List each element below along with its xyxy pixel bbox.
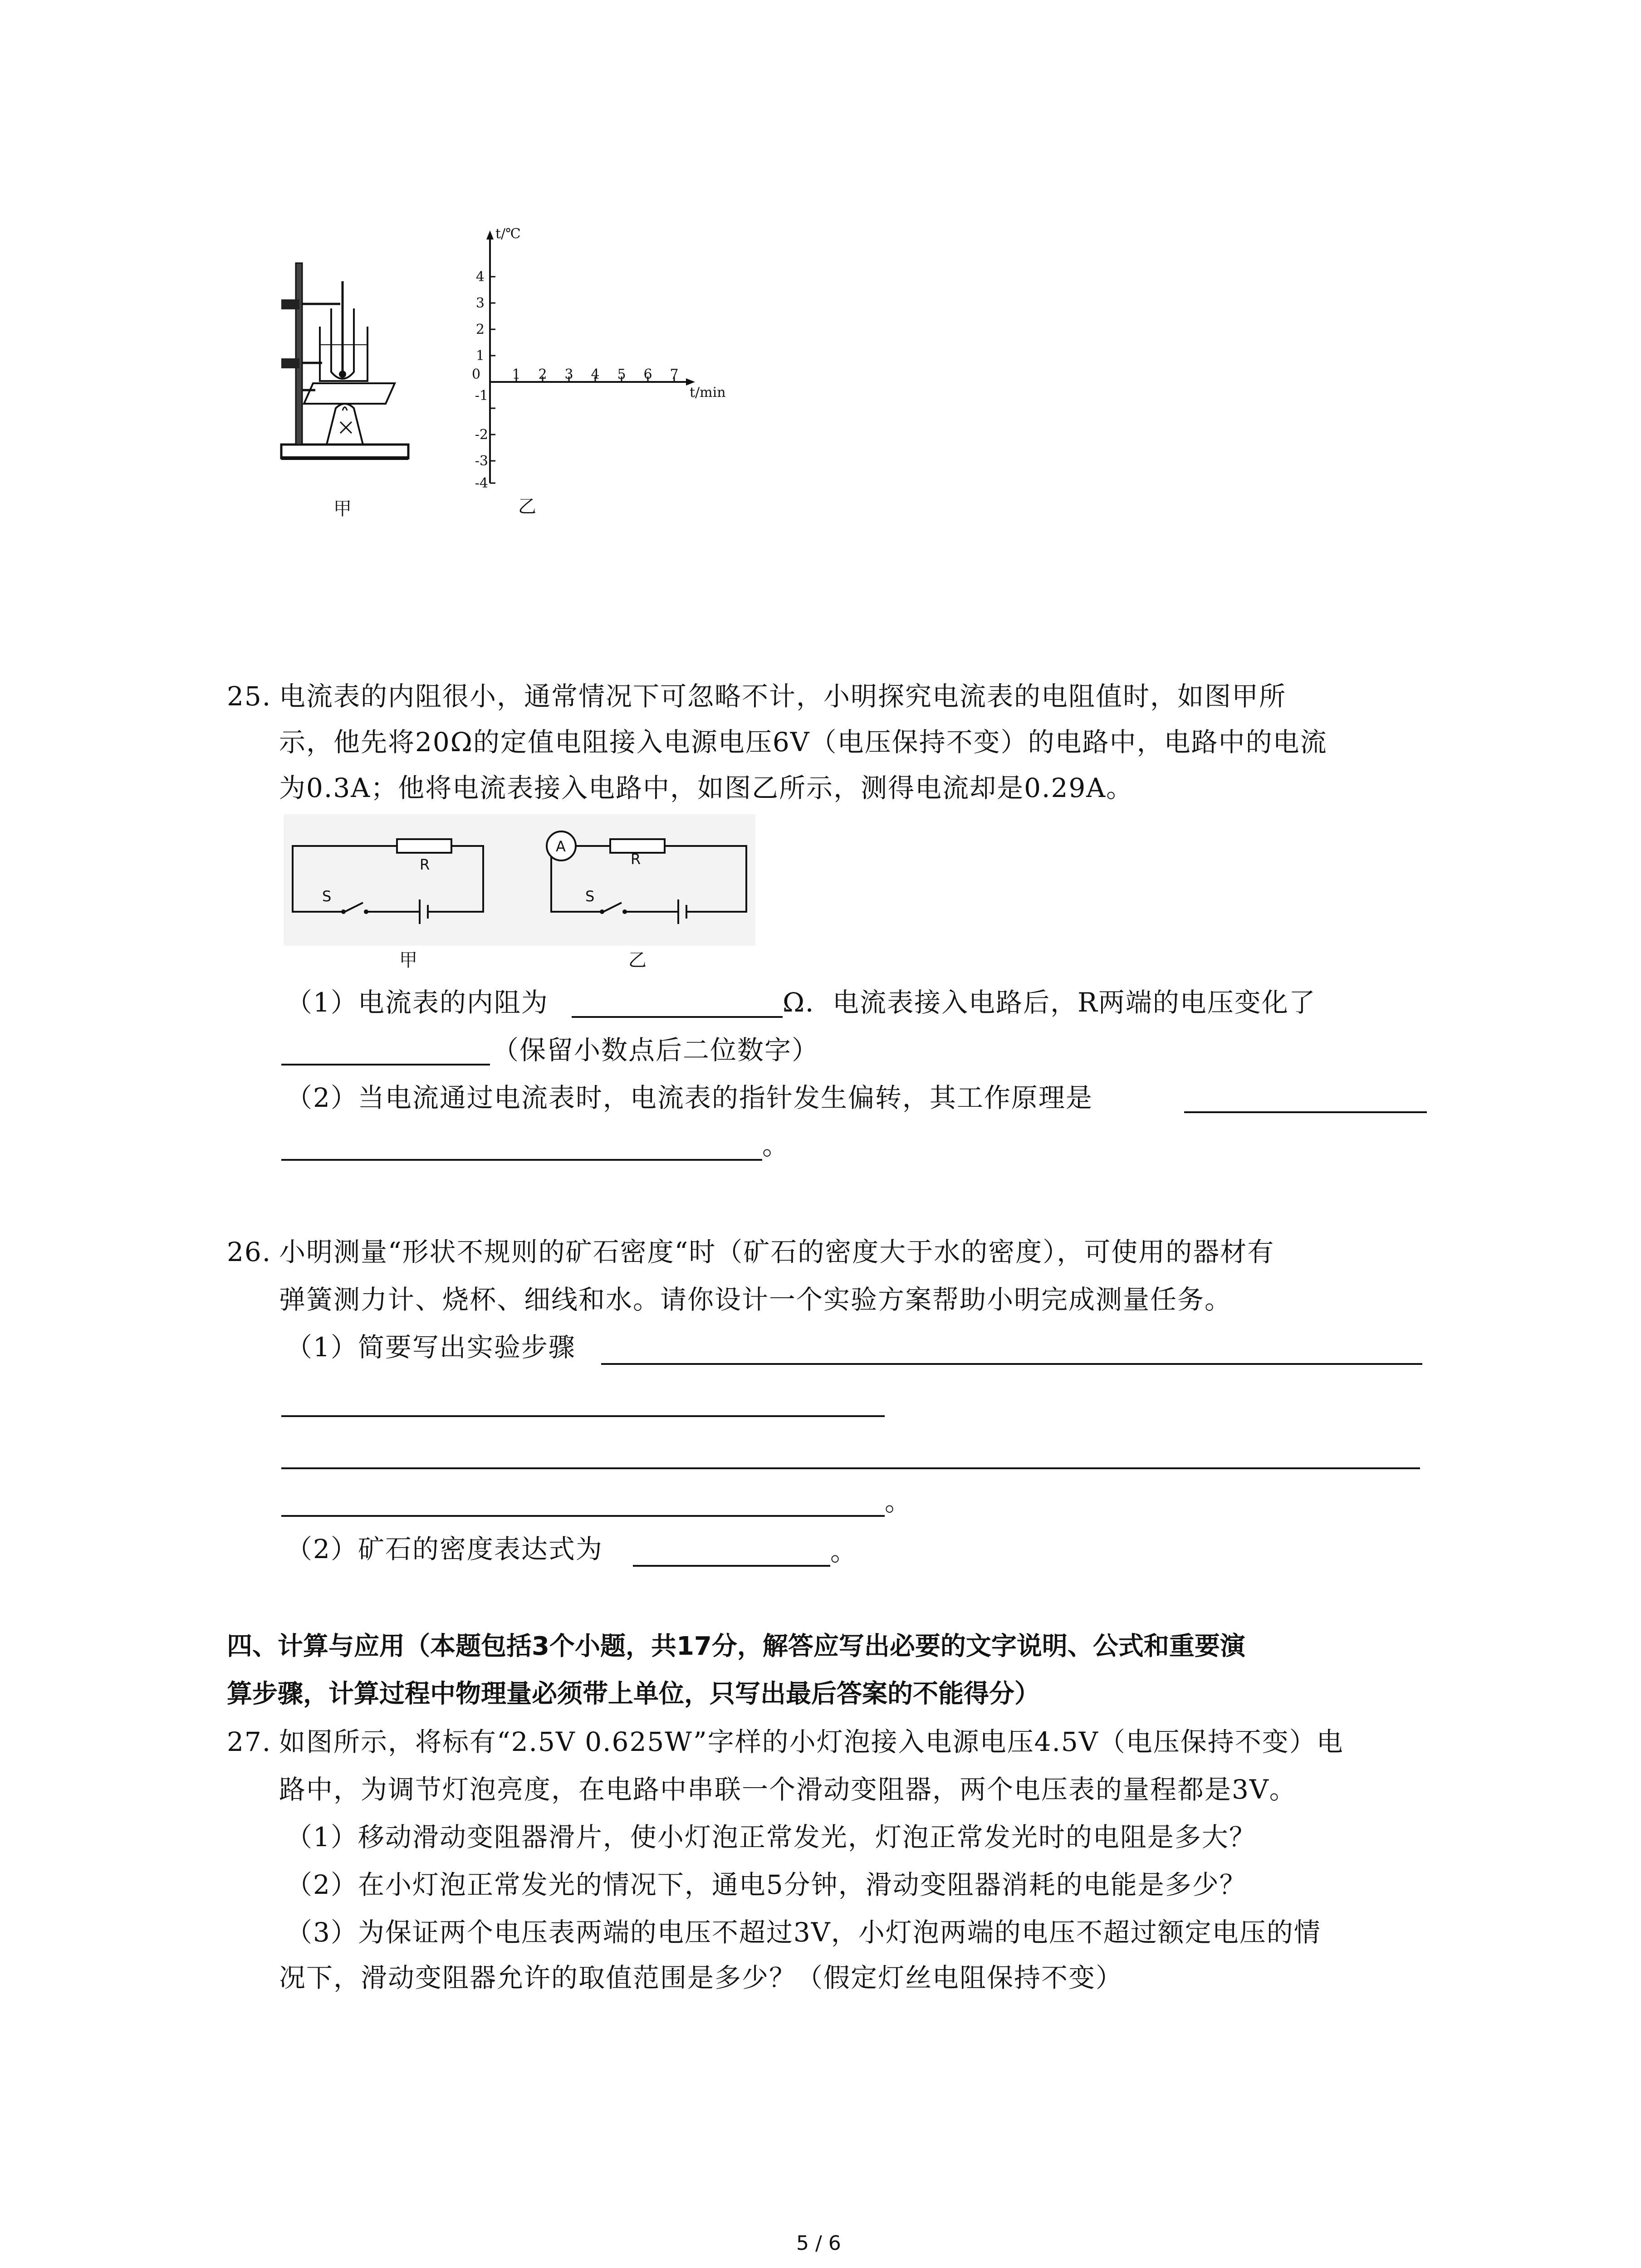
q25-sub1-blank[interactable] (572, 1016, 783, 1018)
x-axis-label: t/min (690, 385, 726, 401)
q25-text-line1: 电流表的内阻很小，通常情况下可忽略不计，小明探究电流表的电阻值时，如图甲所 (279, 681, 1287, 712)
circuit-diagrams (284, 814, 755, 982)
q27-sub3-line1: （3）为保证两个电压表两端的电压不超过3V，小灯泡两端的电压不超过额定电压的情 (286, 1917, 1321, 1948)
q26-sub2-end: 。 (830, 1536, 858, 1567)
q25-sub2-end: 。 (762, 1130, 790, 1161)
q26-sub1-blank-4[interactable] (281, 1515, 885, 1517)
x-tick-label: 3 (564, 367, 573, 382)
q25-sub1-prefix: （1）电流表的内阻为 (286, 987, 549, 1018)
q25-sub1-suffix: （保留小数点后二位数字） (492, 1035, 819, 1066)
x-tick-label: 4 (591, 367, 600, 382)
q26-sub1-end: 。 (885, 1486, 912, 1517)
origin-label: 0 (472, 367, 481, 382)
y-tick-label: 2 (475, 322, 485, 337)
q27-sub2: （2）在小灯泡正常发光的情况下，通电5分钟，滑动变阻器消耗的电能是多少？ (286, 1869, 1247, 1900)
temperature-time-graph (445, 222, 735, 494)
circuit-a-resistor-label: R (420, 856, 430, 873)
q27-text-line2: 路中，为调节灯泡亮度，在电路中串联一个滑动变阻器，两个电压表的量程都是3V。 (279, 1774, 1297, 1805)
q26-sub2-prefix: （2）矿石的密度表达式为 (286, 1534, 603, 1564)
x-tick-label: 7 (670, 367, 679, 382)
circuit-b-resistor-label: R (631, 850, 641, 868)
q27-sub3-line2: 况下，滑动变阻器允许的取值范围是多少？（假定灯丝电阻保持不变） (279, 1962, 1123, 1993)
y-tick-label: 3 (475, 295, 485, 311)
q26-sub1-prefix: （1）简要写出实验步骤 (286, 1332, 576, 1363)
x-tick-label: 6 (643, 367, 652, 382)
y-axis-label: t/℃ (495, 226, 521, 242)
heating-apparatus-figure (272, 254, 417, 481)
circuit-b-switch-label: S (585, 888, 595, 905)
circuit-a-label: 甲 (399, 950, 417, 971)
section4-heading-line2: 算步骤，计算过程中物理量必须带上单位，只写出最后答案的不能得分） (227, 1679, 1040, 1709)
x-tick-label: 1 (512, 367, 521, 382)
q25-text-line2: 示，他先将20Ω的定值电阻接入电源电压6V（电压保持不变）的电路中，电路中的电流 (279, 727, 1327, 758)
circuit-a-switch-label: S (322, 888, 332, 905)
y-tick-label: -4 (475, 475, 488, 491)
y-tick-label: -2 (475, 427, 488, 443)
q25-number: 25. (227, 681, 272, 712)
q25-text-line3: 为0.3A；他将电流表接入电路中，如图乙所示，测得电流却是0.29A。 (279, 772, 1134, 803)
q26-sub1-blank-3[interactable] (281, 1467, 1420, 1469)
q26-text-line1: 小明测量“形状不规则的矿石密度“时（矿石的密度大于水的密度），可使用的器材有 (279, 1237, 1275, 1267)
graph-label: 乙 (518, 496, 536, 517)
y-tick-label: -1 (475, 388, 488, 404)
q26-number: 26. (227, 1237, 272, 1267)
circuit-b-ammeter-label: A (556, 838, 566, 855)
q25-sub2-prefix: （2）当电流通过电流表时，电流表的指针发生偏转，其工作原理是 (286, 1082, 1093, 1113)
q27-sub1: （1）移动滑动变阻器滑片，使小灯泡正常发光，灯泡正常发光时的电阻是多大？ (286, 1822, 1256, 1853)
y-tick-label: 1 (475, 348, 485, 364)
q26-sub1-blank[interactable] (601, 1363, 1422, 1365)
apparatus-label: 甲 (333, 499, 352, 519)
q26-sub2-blank[interactable] (633, 1565, 830, 1567)
q25-sub2-blank[interactable] (1184, 1111, 1427, 1113)
circuit-b-label: 乙 (628, 950, 647, 971)
y-tick-label: -3 (475, 453, 488, 469)
y-tick-label: 4 (475, 269, 485, 285)
q25-sub1-mid: Ω．电流表接入电路后，R两端的电压变化了 (783, 987, 1316, 1018)
x-tick-label: 2 (538, 367, 547, 382)
q27-text-line1: 如图所示，将标有“2.5V 0.625W”字样的小灯泡接入电源电压4.5V（电压保持不变）电 (279, 1726, 1344, 1757)
q25-sub2-blank-2[interactable] (281, 1159, 762, 1161)
q25-sub1-blank-2[interactable] (281, 1064, 490, 1066)
q26-text-line2: 弹簧测力计、烧杯、细线和水。请你设计一个实验方案帮助小明完成测量任务。 (279, 1284, 1232, 1315)
section4-heading-line1: 四、计算与应用（本题包括3个小题，共17分，解答应写出必要的文字说明、公式和重要演 (227, 1632, 1245, 1661)
q27-number: 27. (227, 1726, 272, 1757)
page-number: 5 / 6 (796, 2232, 841, 2255)
q26-sub1-blank-2[interactable] (281, 1415, 885, 1417)
x-tick-label: 5 (617, 367, 626, 382)
